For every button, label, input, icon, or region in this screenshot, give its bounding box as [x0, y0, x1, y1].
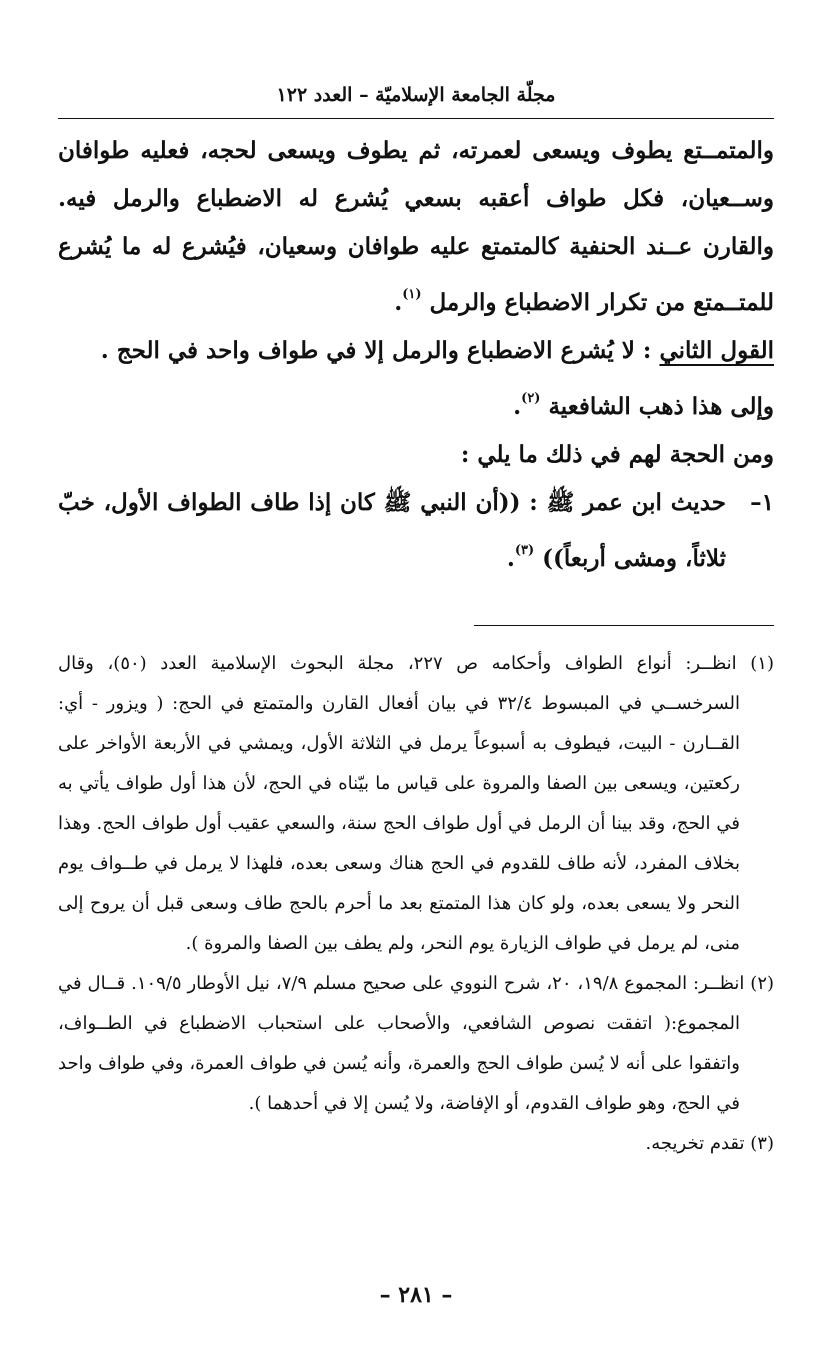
header-divider — [58, 118, 774, 119]
footnote-ref-1[interactable]: (١) — [402, 287, 422, 302]
paragraph-3-end: . — [513, 393, 522, 420]
document-page — [58, 78, 774, 1308]
running-header: مجلّة الجامعة الإسلاميّة – العدد ١٢٢ — [276, 84, 556, 106]
paragraph-4: ومن الحجة لهم في ذلك ما يلي : — [460, 441, 774, 468]
evidence-item-1-text: حديث ابن عمر ﷺ : ((أن النبي ﷺ كان إذا طاف الطواف الأول، خبّ ثلاثاً، ومشى أربعاً)) — [58, 489, 726, 572]
footnote-2: (٢) انظــر: المجموع ١٩/٨، ٢٠، شرح النووي على صحيح مسلم ٧/٩، نيل الأوطار ١٠٩/٥. قــال في المجموع:( اتفقت نصوص الشافعي، والأصحاب على استحباب الاضطباع في الطــواف، واتفقوا على أنه لا يُسن طواف الحج والعمرة، وأنه يُسن في طواف العمرة، وفي طواف واحد في الحج، وهو طواف القدوم، أو الإفاضة، ولا يُسن إلا في أحدهما ). — [58, 973, 775, 1114]
footnote-divider — [474, 625, 774, 626]
footnotes-section — [58, 644, 774, 1164]
second-opinion-label: القول الثاني — [659, 337, 774, 364]
footnote-ref-3[interactable]: (٣) — [514, 543, 535, 558]
evidence-item-1 — [58, 479, 774, 583]
footnote-1: (١) انظــر: أنواع الطواف وأحكامه ص ٢٢٧، مجلة البحوث الإسلامية العدد (٥٠)، وقال السرخســي في المبسوط ٣٢/٤ في بيان أفعال القارن والمتمتع في الحج: ( ويزور - أي: القــارن - البيت، فيطوف به أسبوعاً يرمل في الثلاثة الأول، ويمشي في الأربعة الأواخر على ركعتين، ويسعى بين الصفا والمروة على قياس ما بيّناه في الحج، لأن هذا أول طواف يأتي به في الحج، وقد بينا أن الرمل في أول طواف الحج سنة، والسعي عقيب أول طواف الحج. وهذا بخلاف المفرد، لأنه طاف للقدوم في الحج هناك وسعى بعده، فلهذا لا يرمل في طــواف يوم النحر ولا يسعى بعده، ولو كان هذا المتمتع بعد ما أحرم بالحج طاف وسعى قبل أن يروح إلى منى، لم يرمل في طواف الزيارة يوم النحر، ولم يطف بين الصفا والمروة ). — [58, 653, 774, 954]
evidence-item-1-body — [58, 479, 726, 583]
paragraph-3-text: وإلى هذا ذهب الشافعية — [548, 393, 774, 420]
evidence-item-1-end: . — [506, 545, 515, 572]
paragraph-3 — [58, 375, 774, 431]
footnote-3: (٣) تقدم تخريجه. — [645, 1133, 774, 1154]
paragraph-1-text: والمتمــتع يطوف ويسعى لعمرته، ثم يطوف ويسعى لحجه، فعليه طوافان وســعيان، فكل طواف أعقبه بسعي يُشرع له الاضطباع والرمل فيه. والقارن عــند الحنفية كالمتمتع عليه طوافان وسعيان، فيُشرع له ما يُشرع للمتــمتع من تكرار الاضطباع والرمل — [58, 137, 774, 316]
paragraph-1-end: . — [394, 289, 403, 316]
footnote-ref-2[interactable]: (٢) — [521, 391, 541, 406]
page-number: – ٢٨١ – — [379, 1282, 453, 1308]
paragraph-2-text: : لا يُشرع الاضطباع والرمل إلا في طواف واحد في الحج . — [100, 337, 660, 364]
main-body — [58, 127, 774, 583]
paragraph-1 — [58, 127, 774, 327]
paragraph-2 — [58, 327, 774, 375]
list-number: ١– — [750, 489, 774, 516]
